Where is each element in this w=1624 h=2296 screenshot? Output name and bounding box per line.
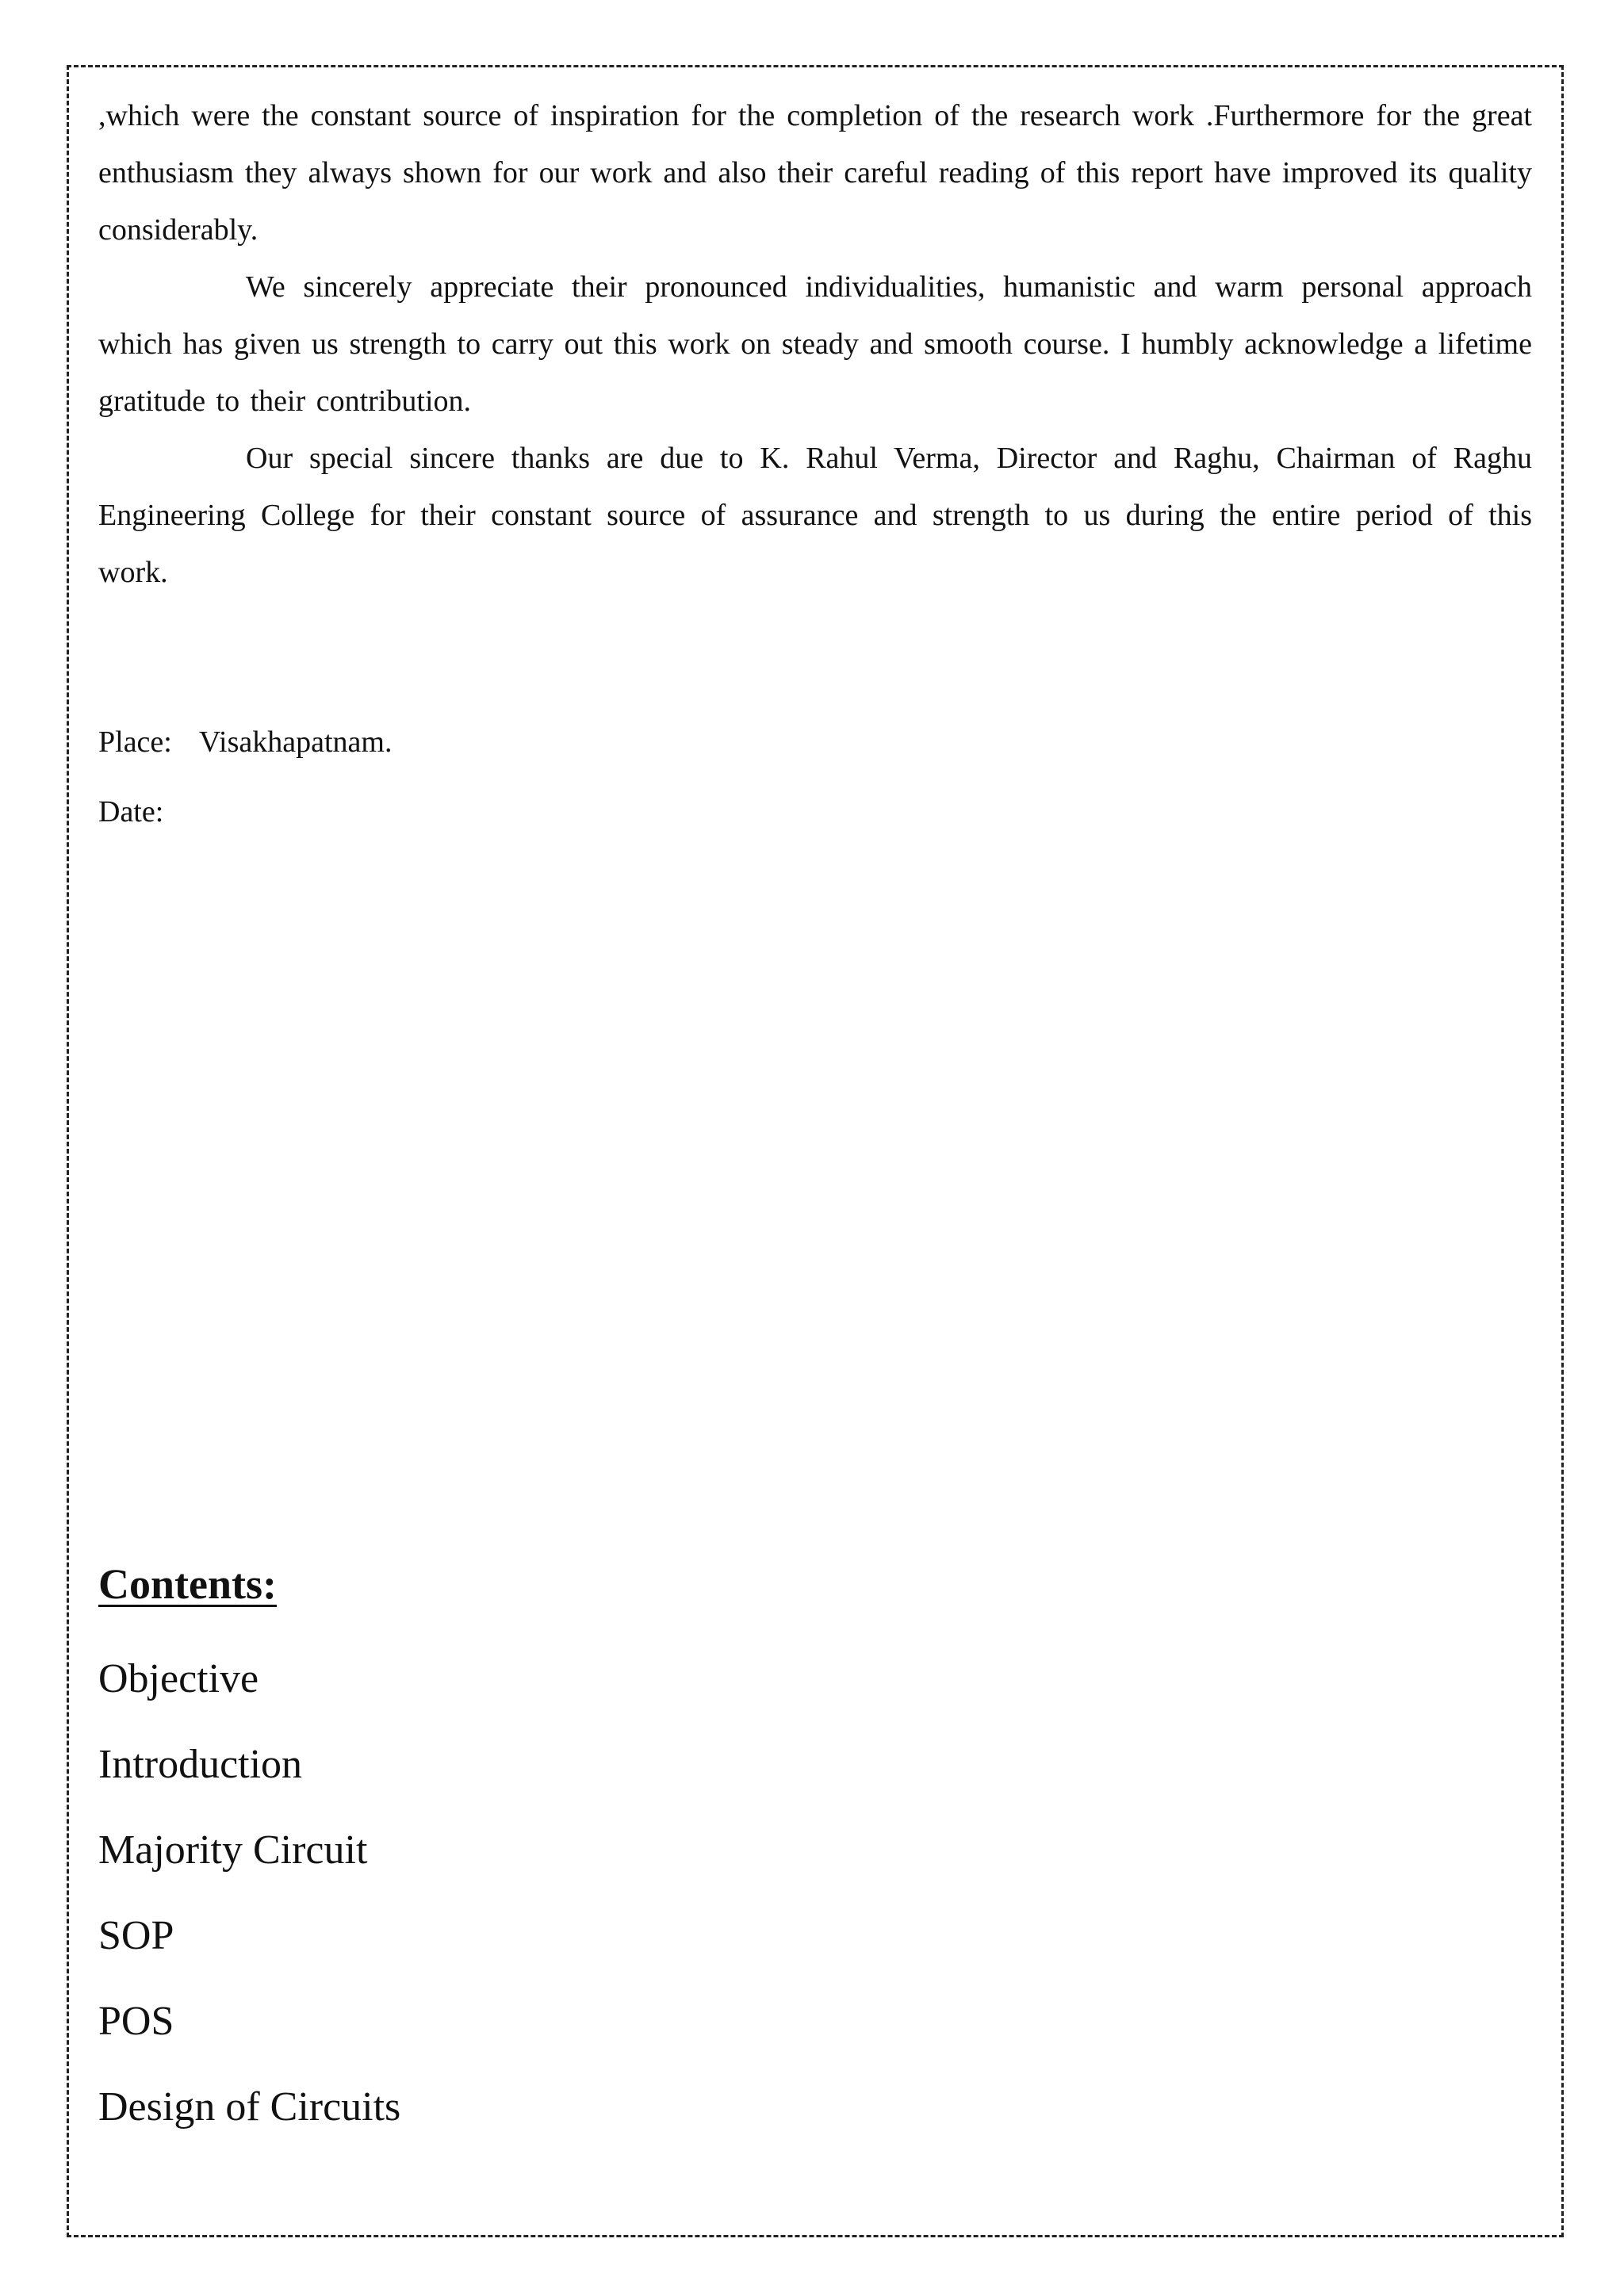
acknowledgement-paragraph: Our special sincere thanks are due to K. Rahul Verma, Director and Raghu, Chairman of Raghu Engineering College for their constant source of assurance and strength to us during the entire period of this work. (98, 442, 1532, 589)
place-value: Visakhapatnam. (198, 725, 393, 759)
acknowledgement-paragraph: ,which were the constant source of inspiration for the completion of the research work .Furthermore for the great enthusiasm they always shown for our work and also their careful reading of this report have improved its quality considerably. (98, 99, 1532, 247)
acknowledgement-paragraph: We sincerely appreciate their pronounced individualities, humanistic and warm personal approach which has given us strength to carry out this work on steady and smooth course. I humbly acknowledge a lifetime gratitude to their contribution. (98, 270, 1532, 418)
table-of-contents (98, 1556, 400, 2150)
contents-item-design-of-circuits: Design of Circuits (98, 2084, 401, 2130)
contents-item-pos: POS (98, 1999, 174, 2044)
contents-item-majority-circuit: Majority Circuit (98, 1827, 368, 1873)
contents-heading: Contents: (98, 1560, 277, 1608)
place-label: Place: (98, 725, 172, 759)
contents-list (98, 1636, 400, 2150)
place-line (98, 714, 392, 771)
date-line (98, 783, 163, 840)
contents-item-introduction: Introduction (98, 1742, 303, 1787)
contents-item-sop: SOP (98, 1913, 174, 1958)
contents-item-objective: Objective (98, 1656, 259, 1701)
date-label: Date: (98, 795, 164, 828)
acknowledgement-body (98, 87, 1532, 601)
